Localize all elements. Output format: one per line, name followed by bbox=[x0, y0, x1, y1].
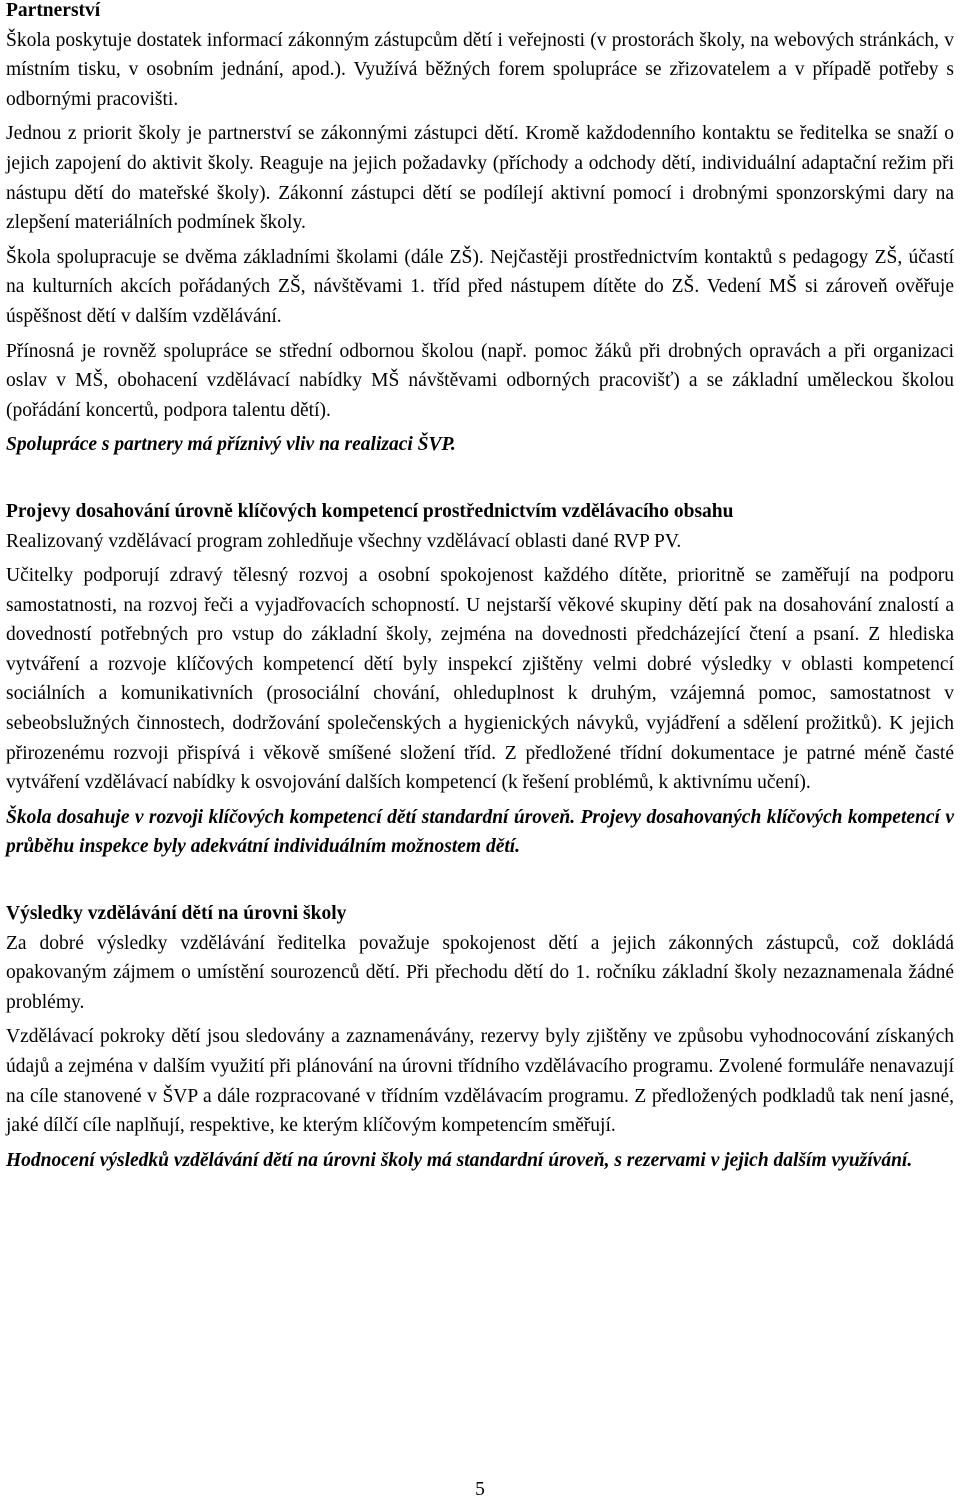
paragraph: Realizovaný vzdělávací program zohledňuje všechny vzdělávací oblasti dané RVP PV. bbox=[6, 530, 682, 552]
paragraph: Škola spolupracuje se dvěma základními školami (dále ZŠ). Nejčastěji prostřednictvím kontaktů s pedagogy ZŠ, účastí na kulturních akcích pořádaných ZŠ, návštěvami 1. tříd před nástupem dítěte do ZŠ. Vedení MŠ si zároveň ověřuje úspěšnost dětí v dalším vzdělávání. bbox=[6, 246, 954, 327]
paragraph: Učitelky podporují zdravý tělesný rozvoj a osobní spokojenost každého dítěte, prioritně se zaměřují na podporu samostatnosti, na rozvoj řeči a vyjadřovacích schopností. U nejstarší věkové skupiny dětí pak na dosahování znalostí a dovedností potřebných pro vstup do základní školy, zejména na dovednosti předcházející čtení a psaní. Z hlediska vytváření a rozvoje klíčových kompetencí dětí byly inspekcí zjištěny velmi dobré výsledky v oblasti kompetencí sociálních a komunikativních (prosociální chování, ohleduplnost k druhým, vzájemná pomoc, samostatnost v sebeobslužných činnostech, dodržování společenských a hygienických návyků, vyjádření a sdělení prožitků). K jejich přirozenému rozvoji přispívá i věkově smíšené složení tříd. Z předložené třídní dokumentace je patrné méně časté vytváření vzdělávací nabídky k osvojování dalších kompetencí (k řešení problémů, k aktivnímu učení). bbox=[6, 565, 954, 794]
paragraph: Přínosná je rovněž spolupráce se střední odbornou školou (např. pomoc žáků při drobných opravách a při organizaci oslav v MŠ, obohacení vzdělávací nabídky MŠ návštěvami odborných pracovišť) a se základní uměleckou školou (pořádání koncertů, podpora talentu dětí). bbox=[6, 340, 954, 421]
section-spacer bbox=[6, 465, 954, 497]
section-conclusion: Spolupráce s partnery má příznivý vliv na realizaci ŠVP. bbox=[6, 434, 456, 456]
section-conclusion: Hodnocení výsledků vzdělávání dětí na úrovni školy má standardní úroveň, s rezervami v jejich dalším využívání. bbox=[6, 1149, 913, 1171]
document-page bbox=[6, 0, 954, 1180]
paragraph: Vzdělávací pokroky dětí jsou sledovány a zaznamenávány, rezervy byly zjištěny ve způsobu vyhodnocování získaných údajů a zejména v dalším využití při plánování na úrovni třídního vzdělávacího programu. Zvolené formuláře nenavazují na cíle stanovené v ŠVP a dále rozpracované v třídním vzdělávacím programu. Z předložených podkladů tak není jasné, jaké dílčí cíle naplňují, respektive, ke kterým klíčovým kompetencím směřují. bbox=[6, 1026, 954, 1137]
paragraph: Jednou z priorit školy je partnerství se zákonnými zástupci dětí. Kromě každodenního kontaktu se ředitelka se snaží o jejich zapojení do aktivit školy. Reaguje na jejich požadavky (příchody a odchody dětí, individuální adaptační režim při nástupu dětí do mateřské školy). Zákonní zástupci dětí se podílejí aktivní pomocí i drobnými sponzorskými dary na zlepšení materiálních podmínek školy. bbox=[6, 123, 954, 234]
page-number: 5 bbox=[475, 1479, 485, 1500]
section-heading-results: Výsledky vzdělávání dětí na úrovni školy bbox=[6, 903, 347, 925]
section-conclusion: Škola dosahuje v rozvoji klíčových kompetencí dětí standardní úroveň. Projevy dosahovaných klíčových kompetencí v průběhu inspekce byly adekvátní individuálním možnostem dětí. bbox=[6, 806, 954, 858]
section-heading-partnership: Partnerství bbox=[6, 0, 101, 21]
paragraph: Škola poskytuje dostatek informací zákonným zástupcům dětí i veřejnosti (v prostorách školy, na webových stránkách, v místním tisku, v osobním jednání, apod.). Využívá běžných forem spolupráce se zřizovatelem a v případě potřeby s odbornými pracovišti. bbox=[6, 29, 954, 110]
paragraph: Za dobré výsledky vzdělávání ředitelka považuje spokojenost dětí a jejich zákonných zástupců, což dokládá opakovaným zájmem o umístění sourozenců dětí. Při přechodu dětí do 1. ročníku základní školy nezaznamenala žádné problémy. bbox=[6, 932, 954, 1013]
section-heading-competencies: Projevy dosahování úrovně klíčových kompetencí prostřednictvím vzdělávacího obsahu bbox=[6, 500, 734, 522]
section-spacer bbox=[6, 867, 954, 899]
